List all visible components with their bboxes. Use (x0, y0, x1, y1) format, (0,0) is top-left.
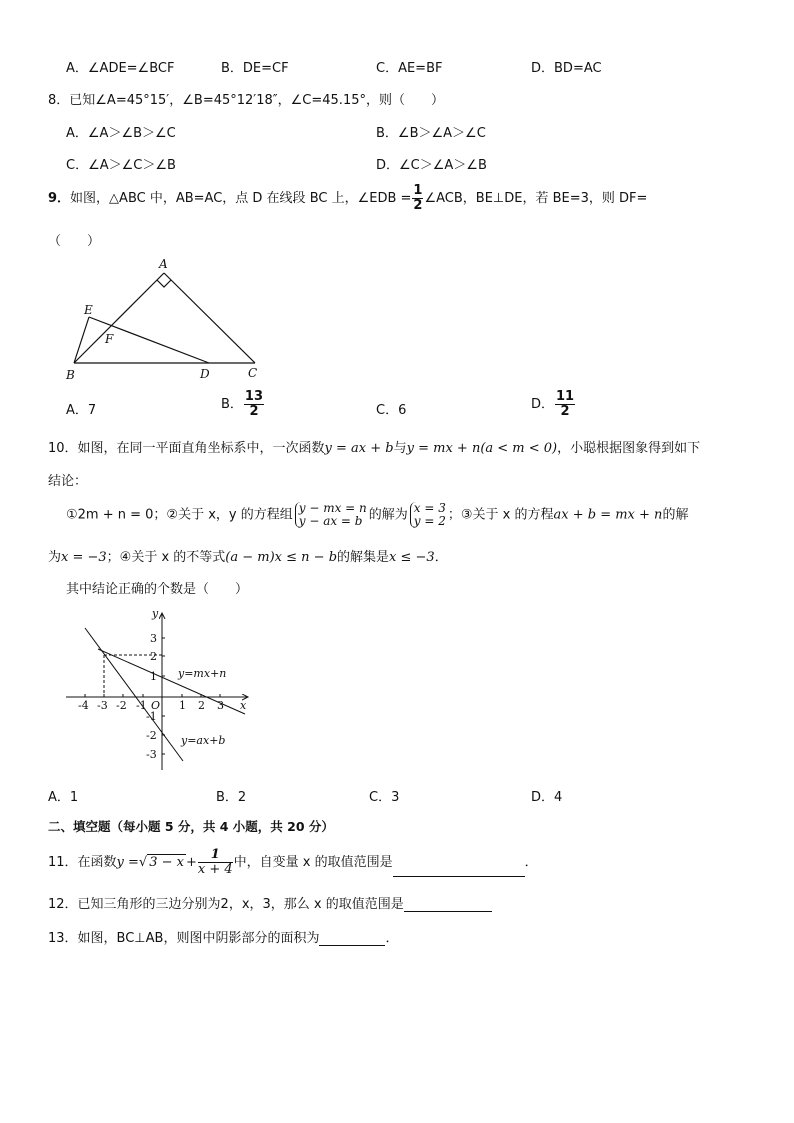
q10-question: 其中结论正确的个数是（ ） (66, 582, 249, 597)
label-a: A (159, 257, 168, 271)
x-axis-label: x (240, 699, 247, 712)
q11-answer-blank[interactable] (393, 876, 525, 877)
q8-option-d: D．∠C＞∠A＞∠B (376, 158, 487, 173)
q13-stem: 13．如图，BC⊥AB，则图中阴影部分的面积为 ． (48, 931, 399, 946)
q9-triangle-figure (60, 255, 270, 385)
q8-option-c: C．∠A＞∠C＞∠B (66, 158, 176, 173)
q10-option-c: C．3 (369, 790, 400, 805)
q10-conclusions-line2: 为x = −3；④关于 x 的不等式(a − m)x ≤ n − b的解集是x ≤ −3． (48, 550, 448, 565)
y-axis-label: y (152, 607, 159, 620)
ytick: 1 (150, 670, 157, 683)
q7-option-c: C．AE=BF (376, 61, 443, 76)
segment-ab (74, 273, 164, 363)
xtick: -2 (116, 699, 127, 712)
q9-option-d: D． $\frac{11}{2}$ (531, 389, 575, 419)
q7-option-a: A．∠ADE=∠BCF (66, 61, 175, 76)
q9-stem-part2: ∠ACB，BE⊥DE，若 BE=3，则 DF= (424, 191, 648, 206)
label-line-mx-n: y=mx+n (178, 667, 227, 680)
line-ax-b (85, 628, 183, 761)
q8-option-b: B．∠B＞∠A＞∠C (376, 126, 486, 141)
q10-stem-line1: 10．如图，在同一平面直角坐标系中，一次函数y = ax + b与y = mx + n(a < m < 0)，小聪根据图象得到如下 (48, 441, 701, 456)
q10-conclusions-line: ①2m + n = 0；②关于 x，y 的方程组 y − mx = n y − ax = b 的解为 x = 3 y = 2 ；③关于 x 的方程ax + b = mx + n的解 (66, 501, 689, 528)
xtick: -1 (136, 699, 147, 712)
right-angle-mark (157, 280, 171, 287)
q11-stem: 11．在函数y =√ 3 − x + $\frac{1}{x + 4}$ 中，自变量 x 的取值范围是 ． (48, 847, 538, 877)
segment-ac (164, 273, 255, 363)
ytick: -1 (146, 710, 157, 723)
q10-option-d: D．4 (531, 790, 563, 805)
label-d: D (200, 367, 210, 381)
xtick: 1 (179, 699, 186, 712)
q10-stem-line2: 结论： (48, 474, 88, 489)
ytick: -2 (146, 729, 157, 742)
xtick: 2 (198, 699, 205, 712)
q10-option-a: A．1 (48, 790, 79, 805)
ytick: 2 (150, 650, 157, 663)
q10-option-b: B．2 (216, 790, 247, 805)
xtick: -3 (97, 699, 108, 712)
q8-stem: 8．已知∠A=45°15′，∠B=45°12′18″，∠C=45.15°，则（ ） (48, 93, 444, 108)
q10-coordinate-graph (60, 605, 260, 775)
origin-label: O (151, 699, 161, 712)
q12-answer-blank[interactable] (404, 911, 492, 912)
section-heading: 二、填空题（每小题 5 分，共 4 小题，共 20 分） (48, 819, 334, 834)
q9-number: 9． (48, 191, 71, 206)
q12-stem: 12．已知三角形的三边分别为2，x，3，那么 x 的取值范围是 (48, 893, 492, 912)
label-e: E (84, 303, 93, 317)
q13-answer-blank[interactable] (319, 945, 385, 946)
q8-option-a: A．∠A＞∠B＞∠C (66, 126, 176, 141)
q9-half-fraction: $\frac{1}{2}$ (413, 183, 423, 213)
ytick: 3 (150, 632, 157, 645)
xtick: -4 (78, 699, 89, 712)
q9-stem (48, 184, 647, 213)
q9-answer-paren: （ ） (48, 234, 101, 249)
label-b: B (66, 368, 75, 382)
label-f: F (105, 332, 114, 346)
q7-option-d: D．BD=AC (531, 61, 602, 76)
q9-option-b: B． $\frac{13}{2}$ (221, 389, 264, 419)
q9-option-c: C．6 (376, 403, 407, 418)
label-line-ax-b: y=ax+b (181, 734, 226, 747)
ytick: -3 (146, 748, 157, 761)
q7-option-b: B．DE=CF (221, 61, 289, 76)
xtick: 3 (217, 699, 224, 712)
q9-stem-part1: 如图，△ABC 中，AB=AC，点 D 在线段 BC 上，∠EDB = (70, 191, 412, 206)
q9-option-a: A．7 (66, 403, 97, 418)
label-c: C (248, 366, 258, 380)
